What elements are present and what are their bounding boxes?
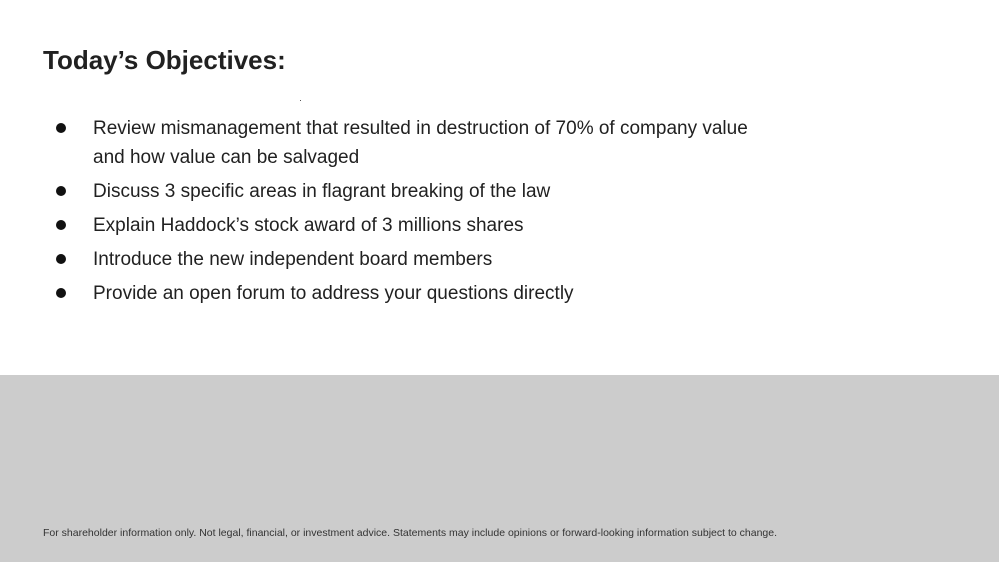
disclaimer-text: For shareholder information only. Not legal, financial, or investment advice. Statements may include opinions or forward-looking information subject to change.	[43, 527, 778, 539]
list-item	[56, 279, 756, 308]
list-item-text: Explain Haddock’s stock award of 3 millions shares	[93, 215, 524, 236]
list-item	[56, 177, 756, 206]
list-item	[56, 211, 756, 240]
list-item	[56, 114, 756, 172]
list-item-text: Provide an open forum to address your questions directly	[93, 283, 574, 304]
bullet-icon	[56, 123, 66, 133]
objectives-list	[56, 114, 756, 313]
list-item-text: Introduce the new independent board members	[93, 249, 493, 270]
bullet-icon	[56, 288, 66, 298]
slide-title: Today’s Objectives:	[43, 45, 286, 75]
list-item-text: Discuss 3 specific areas in flagrant breaking of the law	[93, 181, 551, 202]
list-item-text: Review mismanagement that resulted in destruction of 70% of company value and how value can be salvaged	[93, 118, 748, 168]
bullet-icon	[56, 254, 66, 264]
stray-dot	[300, 100, 301, 101]
bullet-icon	[56, 220, 66, 230]
bullet-icon	[56, 186, 66, 196]
list-item	[56, 245, 756, 274]
